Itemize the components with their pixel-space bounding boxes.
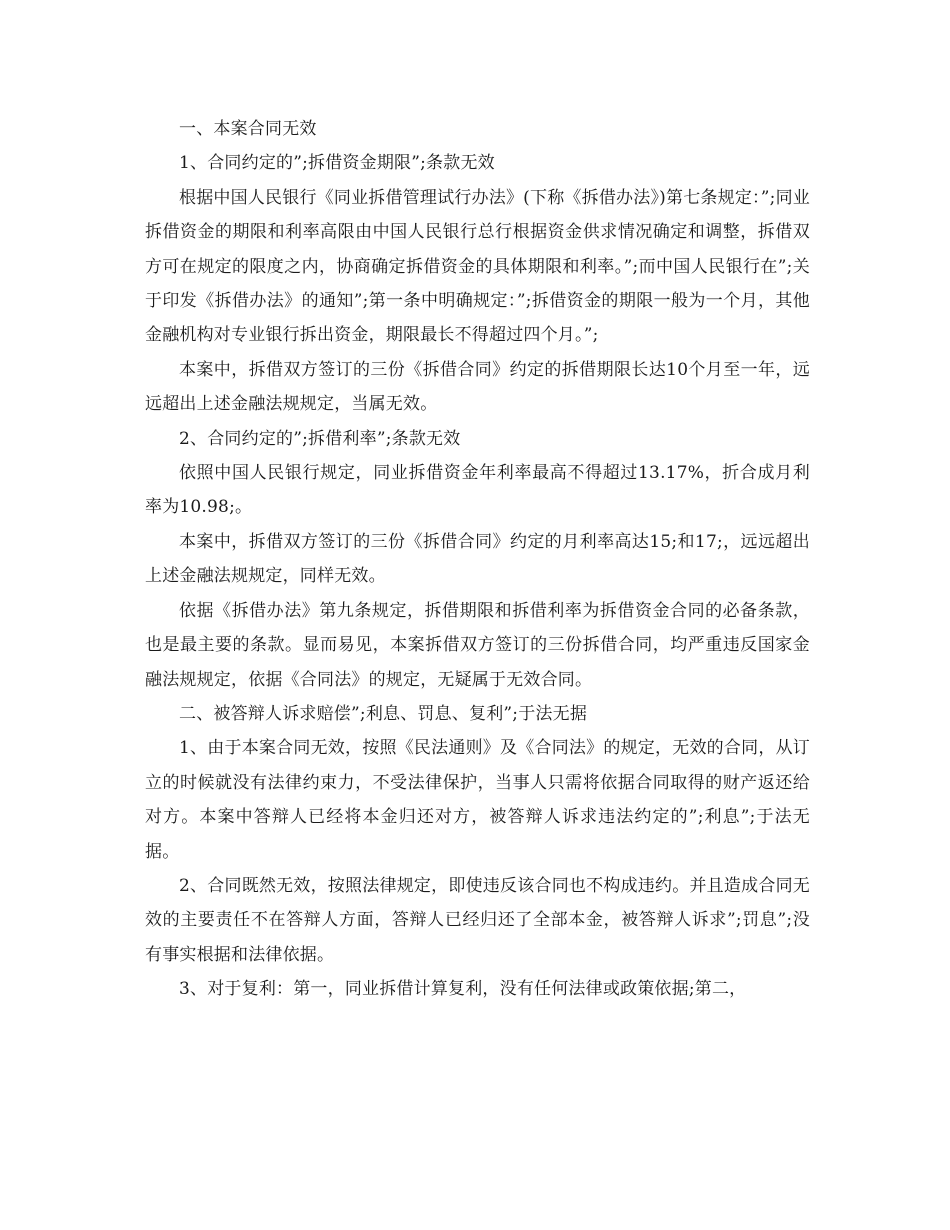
subheading-1-1: 1、合同约定的”;拆借资金期限”;条款无效 [179,153,495,174]
subheading-1-2: 2、合同约定的”;拆借利率”;条款无效 [179,428,461,449]
paragraph: 依照中国人民银行规定，同业拆借资金年利率最高不得超过13.17%，折合成月利率为10.98;。 [145,463,810,518]
section-heading-2: 二、被答辩人诉求赔偿”;利息、罚息、复利”;于法无据 [179,703,588,724]
paragraph: 本案中，拆借双方签订的三份《拆借合同》约定的月利率高达15;和17;，远远超出上述金融法规规定，同样无效。 [145,531,810,587]
paragraph: 依据《拆借办法》第九条规定，拆借期限和拆借利率为拆借资金合同的必备条款，也是最主要的条款。显而易见，本案拆借双方签订的三份拆借合同，均严重违反国家金融法规规定，依据《合同法》的规定，无疑属于无效合同。 [145,600,810,690]
paragraph: 3、对于复利：第一，同业拆借计算复利，没有任何法律或政策依据;第二， [179,979,747,1000]
paragraph: 2、合同既然无效，按照法律规定，即使违反该合同也不构成违约。并且造成合同无效的主要责任不在答辩人方面，答辩人已经归还了全部本金，被答辩人诉求”;罚息”;没有事实根据和法律依据。 [145,875,810,965]
paragraph: 1、由于本案合同无效，按照《民法通则》及《合同法》的规定，无效的合同，从订立的时候就没有法律约束力，不受法律保护，当事人只需将依据合同取得的财产返还给对方。本案中答辩人已经将本金归还对方，被答辩人诉求违法约定的”;利息”;于法无据。 [145,738,810,862]
section-heading-1: 一、本案合同无效 [179,119,317,139]
paragraph: 本案中，拆借双方签订的三份《拆借合同》约定的拆借期限长达10个月至一年，远远超出上述金融法规规定，当属无效。 [145,359,810,415]
paragraph: 根据中国人民银行《同业拆借管理试行办法》(下称《拆借办法》)第七条规定：”;同业拆借资金的期限和利率高限由中国人民银行总行根据资金供求情况确定和调整，拆借双方可在规定的限度之内，协商确定拆借资金的具体期限和利率。”;而中国人民银行在”;关于印发《拆借办法》的通知”;第一条中明确规定：”;拆借资金的期限一般为一个月，其他金融机构对专业银行拆出资金，期限最长不得超过四个月。”; [145,187,810,346]
document-body [145,112,810,1007]
